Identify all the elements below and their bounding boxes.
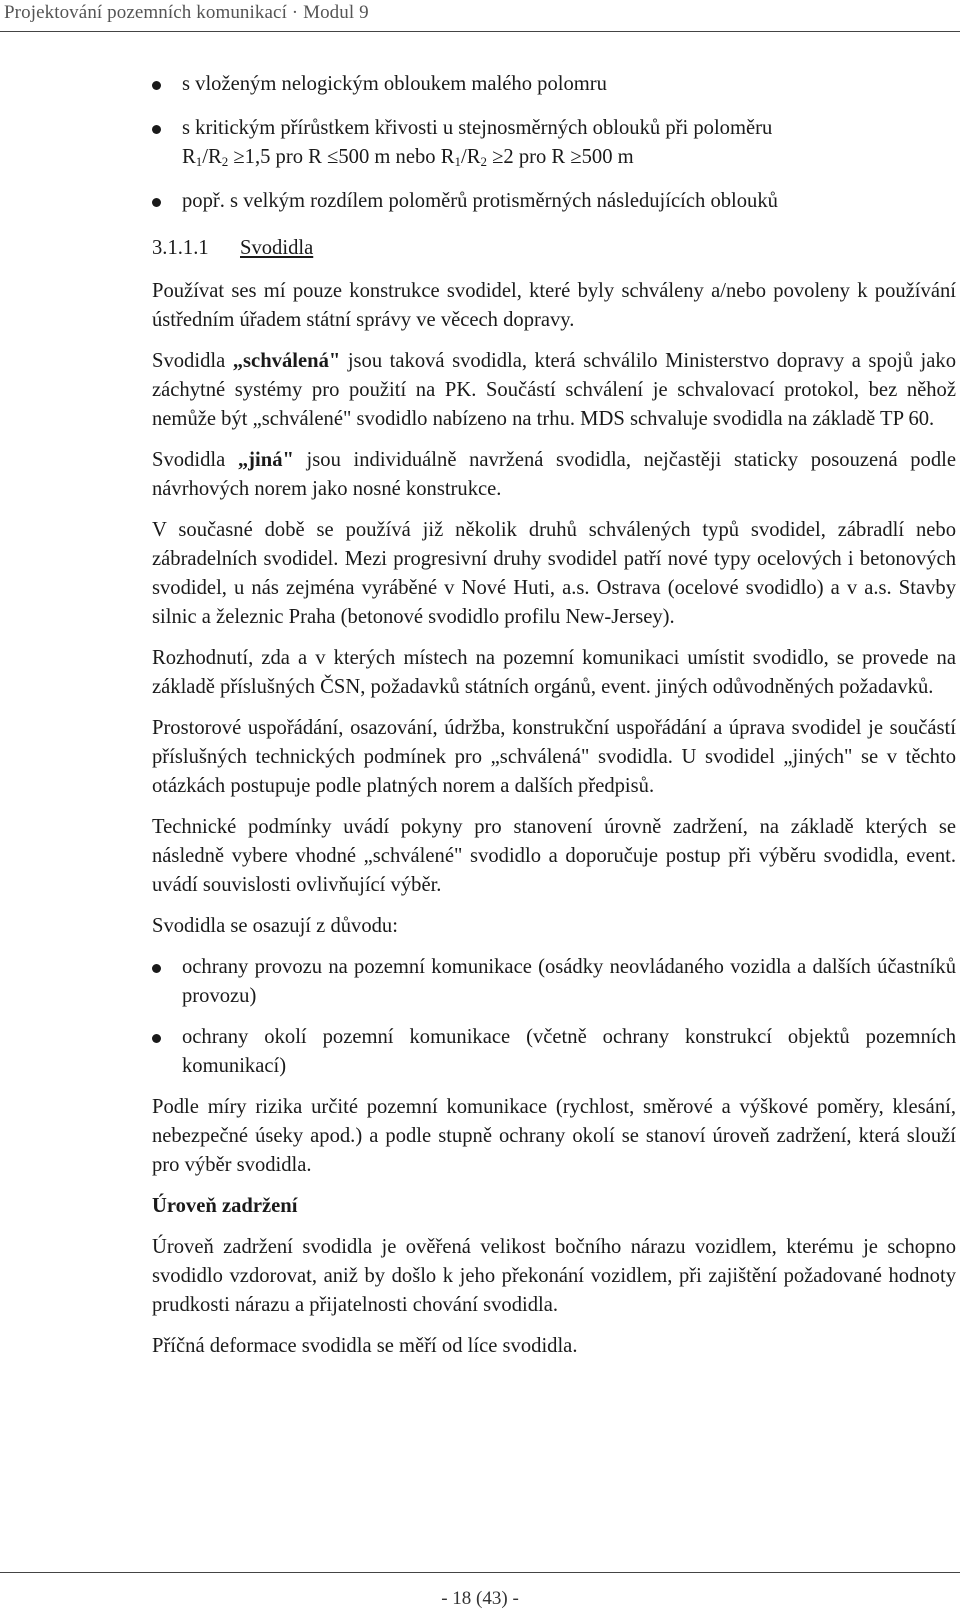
paragraph: V současné době se používá již několik druhů schválených typů svodidel, zábradlí nebo zábradelních svodidel. Mezi progresivní druhy svodidel patří nové typy ocelových i betonových svodidel, u nás zejména vyráběné v Nové Huti, a.s. Ostrava (ocelové svodidlo) a v a.s. Stavby silnic a železnic Praha (betonové svodidlo profilu New-Jersey). — [152, 519, 956, 628]
header-divider — [0, 31, 960, 32]
running-header-title: Projektování pozemních komunikací · Modul 9 — [4, 2, 369, 23]
paragraph: Používat ses mí pouze konstrukce svodidel, které byly schváleny a/nebo povoleny k používání ústředním úřadem státní správy ve věcech dopravy. — [152, 280, 956, 331]
paragraph: Technické podmínky uvádí pokyny pro stanovení úrovně zadržení, na základě kterých se následně vybere vhodné „schválené" svodidlo a doporučuje postup při výběru svodidla, event. uvádí souvislosti ovlivňující výběr. — [152, 816, 956, 896]
page-number: - 18 (43) - — [441, 1588, 519, 1609]
emphasis-other: „jiná" — [237, 449, 294, 471]
list-item — [152, 187, 956, 216]
paragraph: Svodidla „schválená" jsou taková svodidla, která schválilo Ministerstvo dopravy a spojů jako záchytné systémy pro použití na PK. Součástí schválení je schvalovací protokol, bez něhož nemůže být „schválené" svodidlo nabízeno na trhu. MDS schvaluje svodidla na základě TP 60. — [152, 350, 956, 430]
footer-divider — [0, 1572, 960, 1573]
reason-list — [152, 953, 956, 1081]
list-item — [152, 114, 956, 172]
section-heading — [152, 234, 956, 263]
section-number: 3.1.1.1 — [152, 237, 209, 259]
document-body — [152, 70, 956, 1361]
page-footer — [0, 1572, 960, 1617]
section-title: Svodidla — [240, 237, 314, 259]
paragraph: Prostorové uspořádání, osazování, údržba, konstrukční uspořádání a úprava svodidel je součástí příslušných technických podmínek pro „schválená" svodidla. U svodidel „jiných" se v těchto otázkách postupuje podle platných norem a dalších předpisů. — [152, 717, 956, 797]
bullet-icon — [152, 81, 161, 90]
bullet-icon — [152, 964, 161, 973]
list-item-text: ochrany provozu na pozemní komunikace (osádky neovládaného vozidla a dalších účastníků provozu) — [182, 956, 956, 1007]
emphasis-approved: „schválená" — [232, 350, 341, 372]
bullet-icon — [152, 198, 161, 207]
bullet-icon — [152, 125, 161, 134]
list-item — [152, 70, 956, 99]
paragraph: Svodidla se osazují z důvodu: — [152, 915, 398, 937]
curve-condition-list — [152, 70, 956, 216]
list-item — [152, 1023, 956, 1081]
list-item-text: s vloženým nelogickým obloukem malého polomru — [182, 73, 607, 95]
subheading: Úroveň zadržení — [152, 1195, 298, 1217]
list-item-text: s kritickým přírůstkem křivosti u stejnosměrných oblouků při poloměru — [182, 117, 773, 139]
paragraph: Úroveň zadržení svodidla je ověřená velikost bočního nárazu vozidlem, kterému je schopno svodidlo vzdorovat, aniž by došlo k jeho překonání vozidlem, při zajištění požadované hodnoty prudkosti nárazu a přijatelnosti chování svodidla. — [152, 1236, 956, 1316]
list-item-text: popř. s velkým rozdílem poloměrů protisměrných následujících oblouků — [182, 190, 778, 212]
paragraph: Podle míry rizika určité pozemní komunikace (rychlost, směrové a výškové poměry, klesání, nebezpečné úseky apod.) a podle stupně ochrany okolí se stanoví úroveň zadržení, která slouží pro výběr svodidla. — [152, 1096, 956, 1176]
list-item — [152, 953, 956, 1011]
page-header — [0, 0, 960, 32]
list-item-text: ochrany okolí pozemní komunikace (včetně ochrany konstrukcí objektů pozemních komunikací) — [182, 1026, 956, 1077]
paragraph: Svodidla „jiná" jsou individuálně navržená svodidla, nejčastěji staticky posouzená podle návrhových norem jako nosné konstrukce. — [152, 449, 956, 500]
formula-text: $R_1/R_2 \ge 1,5$ pro R ≤500 m nebo $R_1/R_2 \ge 2$ pro R ≥500 m — [182, 146, 634, 169]
paragraph: Příčná deformace svodidla se měří od líce svodidla. — [152, 1335, 578, 1357]
bullet-icon — [152, 1034, 161, 1043]
paragraph: Rozhodnutí, zda a v kterých místech na pozemní komunikaci umístit svodidlo, se provede na základě příslušných ČSN, požadavků státních orgánů, event. jiných odůvodněných požadavků. — [152, 647, 956, 698]
